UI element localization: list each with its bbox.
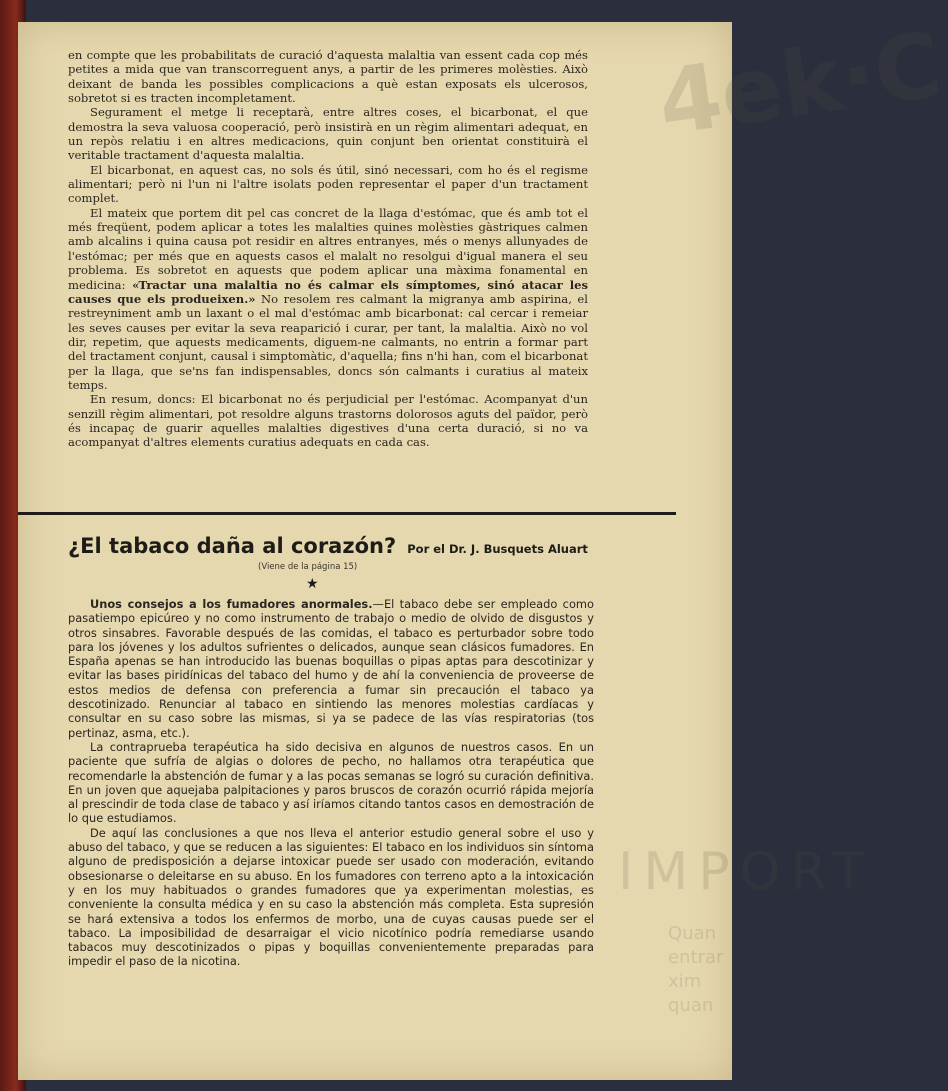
section-divider bbox=[18, 512, 676, 515]
paragraph-text: No resolem res calmant la migranya amb aspirina, el restreyniment amb un laxant o el mal d'estómac amb bicarbonat: cal cercar i remeiar les seves causes per evitar la seva reaparició i curar, per tant, la malaltia. Això no vol dir, repetim, que aquests medicaments, diguem-ne calmants, no entrin a formar part del tractament conjunt, causal i simptomàtic, d'aquella; fins n'hi han, com el bicarbonat per la llaga, que se'ns fan indispensables, doncs són calmants i curatius al mateix temps. bbox=[68, 291, 588, 392]
section-subhead: Unos consejos a los fumadores anormales. bbox=[90, 597, 373, 611]
paragraph bbox=[68, 597, 594, 740]
paragraph: en compte que les probabilitats de curació d'aquesta malaltia van essent cada cop més petites a mida que van transcorreguent anys, a partir de les primeres molèsties. Això deixant de banda les possibles complicacions a què estan exposats els ulcerosos, sobretot si es tracten incompletament. bbox=[68, 48, 588, 106]
paragraph bbox=[68, 206, 588, 392]
paragraph-text: —El tabaco debe ser empleado como pasatiempo epicúreo y no como instrumento de trabajo o medio de olvido de disgustos y otros sinsabres. Favorable después de las comidas, el tabaco es perturbador sobre todo para los jóvenes y los adultos sufrientes o delicados, aunque sean clásicos fumadores. En España apenas se han introducido las buenas boquillas o pipas aptas para descotinizar y evitar las bases piridínicas del tabaco del humo y de ahí la conveniencia de proveerse de estos medios de defensa con preferencia a fumar sin precaución el tabaco ya descotinizado. Renunciar al tabaco en sintiendo las menores molestias cardíacas y consultar en su caso sobre las mismas, si ya se padece de las vías respiratorias (tos pertinaz, asma, etc.). bbox=[68, 597, 594, 740]
paragraph: En resum, doncs: El bicarbonat no és perjudicial per l'estómac. Acompanyat d'un senzill règim alimentari, pot resoldre alguns trastorns dolorosos aguts del païdor, però és incapaç de guarir aquelles malalties digestives d'una certa duració, si no va acompanyat d'altres elements curatius adequats en cada cas. bbox=[68, 392, 588, 450]
continued-note: (Viene de la página 15) bbox=[258, 562, 358, 572]
catalan-article-body bbox=[68, 48, 588, 450]
article-heading bbox=[68, 534, 608, 558]
article-title: ¿El tabaco daña al corazón? bbox=[68, 534, 397, 558]
medical-maxim: «Tractar una malaltia no és calmar els símptomes, sinó atacar les causes que els produeixen.» bbox=[68, 277, 589, 306]
star-ornament: ★ bbox=[306, 576, 319, 592]
paragraph-text: El mateix que portem dit pel cas concret de la llaga d'estómac, que és amb tot el més freqüent, podem aplicar a totes les malalties quines molèsties gàstriques calmen amb alcalins i quina causa pot residir en altres entranyes, més o menys allunyades de l'estómac; per més que en aquests casos el malalt no resolgui d'igual manera el seu problema. Es sobretot en aquests que podem aplicar una màxima fonamental en medicina: bbox=[68, 205, 588, 292]
paragraph: El bicarbonat, en aquest cas, no sols és útil, sinó necessari, com ho és el regisme alimentari; però ni l'un ni l'altre isolats poden representar el paper d'un tractament complet. bbox=[68, 162, 588, 206]
spanish-article-body bbox=[68, 597, 594, 969]
paragraph: La contraprueba terapéutica ha sido decisiva en algunos de nuestros casos. En un paciente que sufría de algias o dolores de pecho, no hallamos otra terapéutica que recomendarle la abstención de fumar y a las pocas semanas se logró su curación definitiva. En un joven que aquejaba palpitaciones y paros bruscos de corazón ocurrió rápida mejoría al prescindir de toda clase de tabaco y así iríamos citando tantos casos en demostración de lo que estudiamos. bbox=[68, 739, 594, 826]
show-through-imprint: IMPORT bbox=[618, 842, 875, 902]
document-page bbox=[18, 12, 948, 1080]
show-through-side: Quan entrar xim quan bbox=[668, 923, 724, 1016]
article-byline: Por el Dr. J. Busquets Aluart bbox=[407, 542, 588, 556]
paragraph: Segurament el metge li receptarà, entre altres coses, el bicarbonat, el que demostra la seva valuosa cooperació, però insistirà en un règim alimentari adequat, en un repòs relatiu i en altres medicacions, quin conjunt ben orientat constituirà el veritable tractament d'aquesta malaltia. bbox=[68, 105, 588, 163]
show-through-mark: 4ek·C bbox=[652, 12, 948, 157]
paragraph: De aquí las conclusiones a que nos lleva el anterior estudio general sobre el uso y abuso del tabaco, y que se reducen a las siguientes: El tabaco en los individuos sin síntoma alguno de predisposición a dejarse intoxicar puede ser usado con moderación, evitando obsesionarse o deleitarse en su abuso. En los fumadores con terreno apto a la intoxicación y en los muy habituados o grandes fumadores que ya experimentan molestias, es conveniente la consulta médica y en su caso la abstención más completa. Esta supresión se hará extensiva a todos los enfermos de morbo, una de cuyas causas puede ser el tabaco. La imposibilidad de desarraigar el vicio nicotínico podría remediarse usando tabacos muy descotinizados o pipas y boquillas convenientemente preparadas para impedir el paso de la nicotina. bbox=[68, 825, 594, 969]
